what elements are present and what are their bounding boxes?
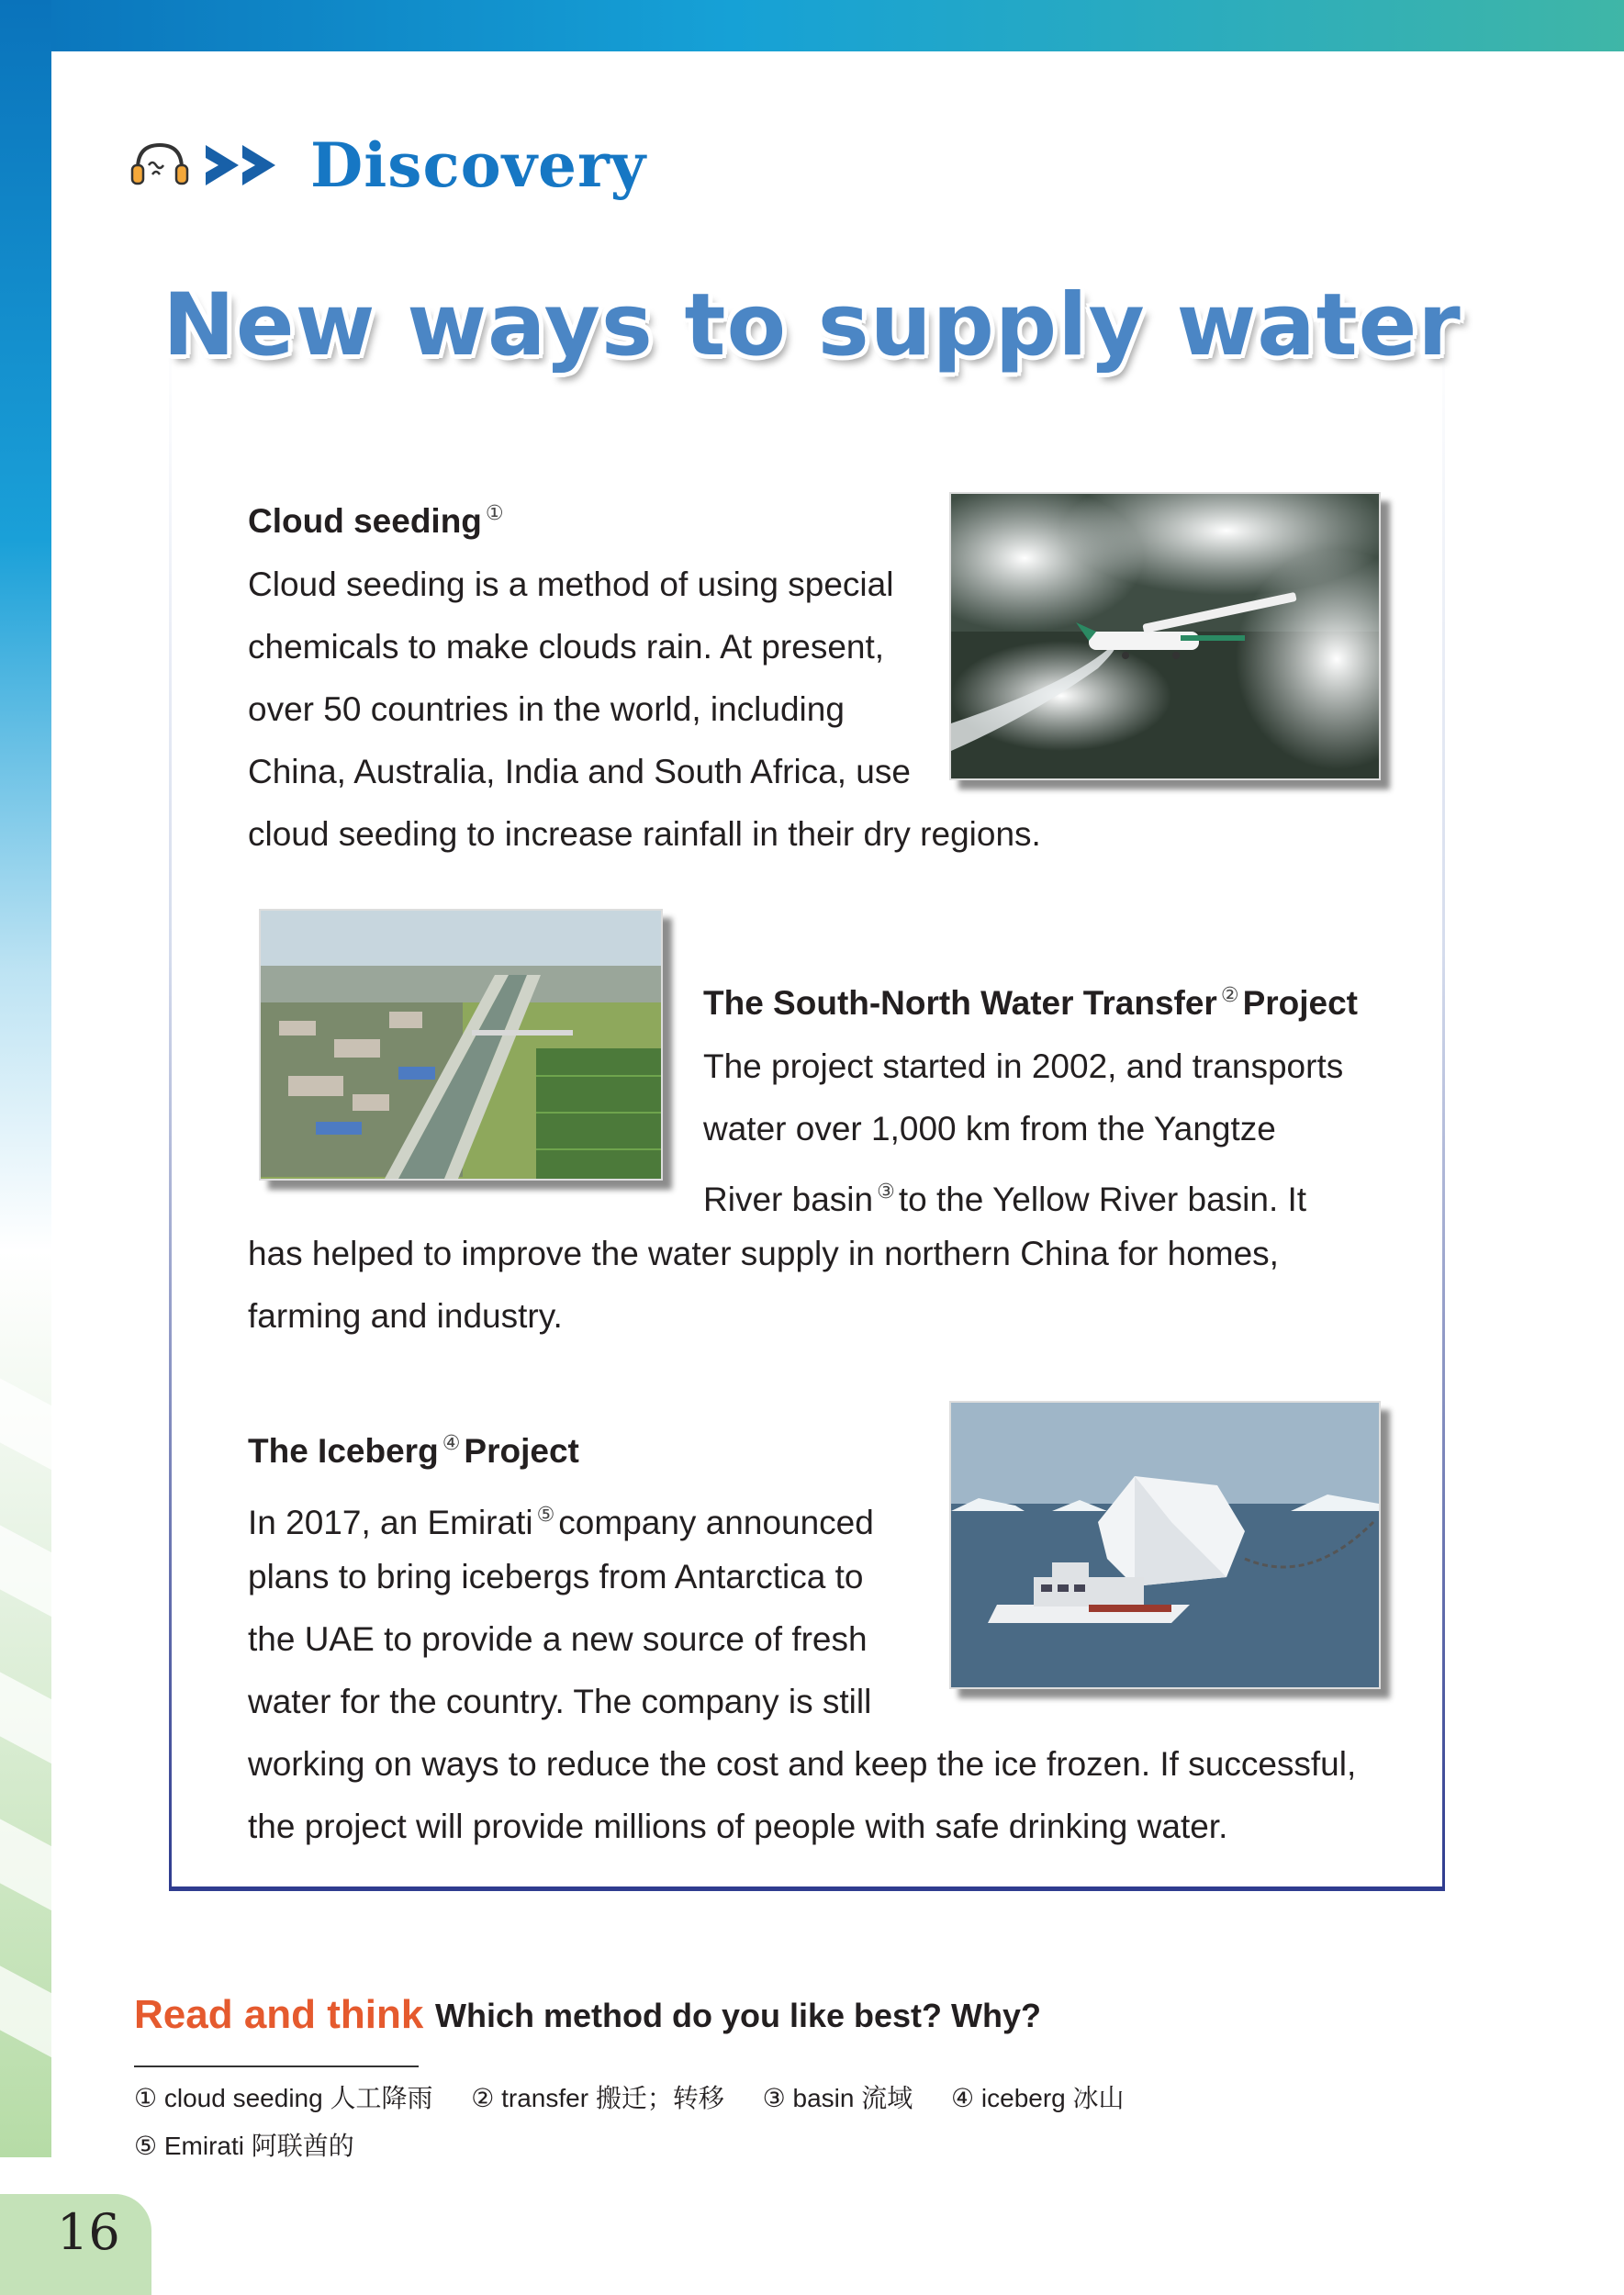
section-heading-water-transfer: The South-North Water Transfer ② Project <box>703 983 1358 1022</box>
cloud-seeding-line-5: cloud seeding to increase rainfall in their dry regions. <box>248 815 1041 853</box>
footnote-1: ① cloud seeding 人工降雨 <box>134 2084 433 2112</box>
footnote-3: ③ basin 流域 <box>762 2084 913 2112</box>
canal-aerial-photo <box>259 909 663 1181</box>
footnote-2: ② transfer 搬迁；转移 <box>471 2084 724 2112</box>
section-title: Discovery <box>310 129 647 201</box>
footnote-divider <box>134 2066 419 2067</box>
top-decorative-band <box>0 0 1624 51</box>
section-heading-cloud-seeding: Cloud seeding ① <box>248 501 504 540</box>
water-transfer-line-3: River basin ③ to the Yellow River basin. It <box>703 1180 1307 1218</box>
section-header <box>129 129 646 202</box>
page-number: 16 <box>57 2203 120 2261</box>
page-title: New ways to supply water <box>162 275 1462 375</box>
footnotes <box>134 2075 1156 2170</box>
water-transfer-line-2: water over 1,000 km from the Yangtze <box>703 1110 1276 1148</box>
read-and-think-label: Read and think <box>134 1992 424 2037</box>
cloud-seeding-line-1: Cloud seeding is a method of using special <box>248 565 894 603</box>
cloud-seeding-line-2: chemicals to make clouds rain. At present, <box>248 628 885 666</box>
iceberg-line-4: water for the country. The company is still <box>248 1683 872 1720</box>
water-transfer-line-4: has helped to improve the water supply in northern China for homes, <box>248 1235 1279 1272</box>
section-heading-iceberg: The Iceberg ④ Project <box>248 1431 579 1470</box>
iceberg-line-3: the UAE to provide a new source of fresh <box>248 1620 868 1658</box>
read-and-think-question: Which method do you like best? Why? <box>435 1997 1042 2034</box>
headset-icon <box>129 138 191 193</box>
water-transfer-line-1: The project started in 2002, and transports <box>703 1047 1344 1085</box>
double-chevron-icon <box>202 138 290 193</box>
ship-towing-iceberg-photo <box>949 1401 1381 1689</box>
cloud-seeding-line-4: China, Australia, India and South Africa, use <box>248 753 911 790</box>
cloud-seeding-line-3: over 50 countries in the world, including <box>248 690 845 728</box>
article-box-bottom-border <box>169 1886 1445 1890</box>
footnote-5: ⑤ Emirati 阿联酋的 <box>134 2132 354 2160</box>
iceberg-line-6: the project will provide millions of people with safe drinking water. <box>248 1808 1228 1845</box>
left-decorative-stripes <box>0 1377 51 2166</box>
iceberg-line-2: plans to bring icebergs from Antarctica to <box>248 1558 864 1595</box>
footnote-4: ④ iceberg 冰山 <box>951 2084 1125 2112</box>
airplane-over-clouds-photo <box>949 492 1381 780</box>
water-transfer-line-5: farming and industry. <box>248 1297 563 1335</box>
iceberg-line-1: In 2017, an Emirati ⑤ company announced <box>248 1503 874 1541</box>
iceberg-line-5: working on ways to reduce the cost and keep the ice frozen. If successful, <box>248 1745 1357 1783</box>
